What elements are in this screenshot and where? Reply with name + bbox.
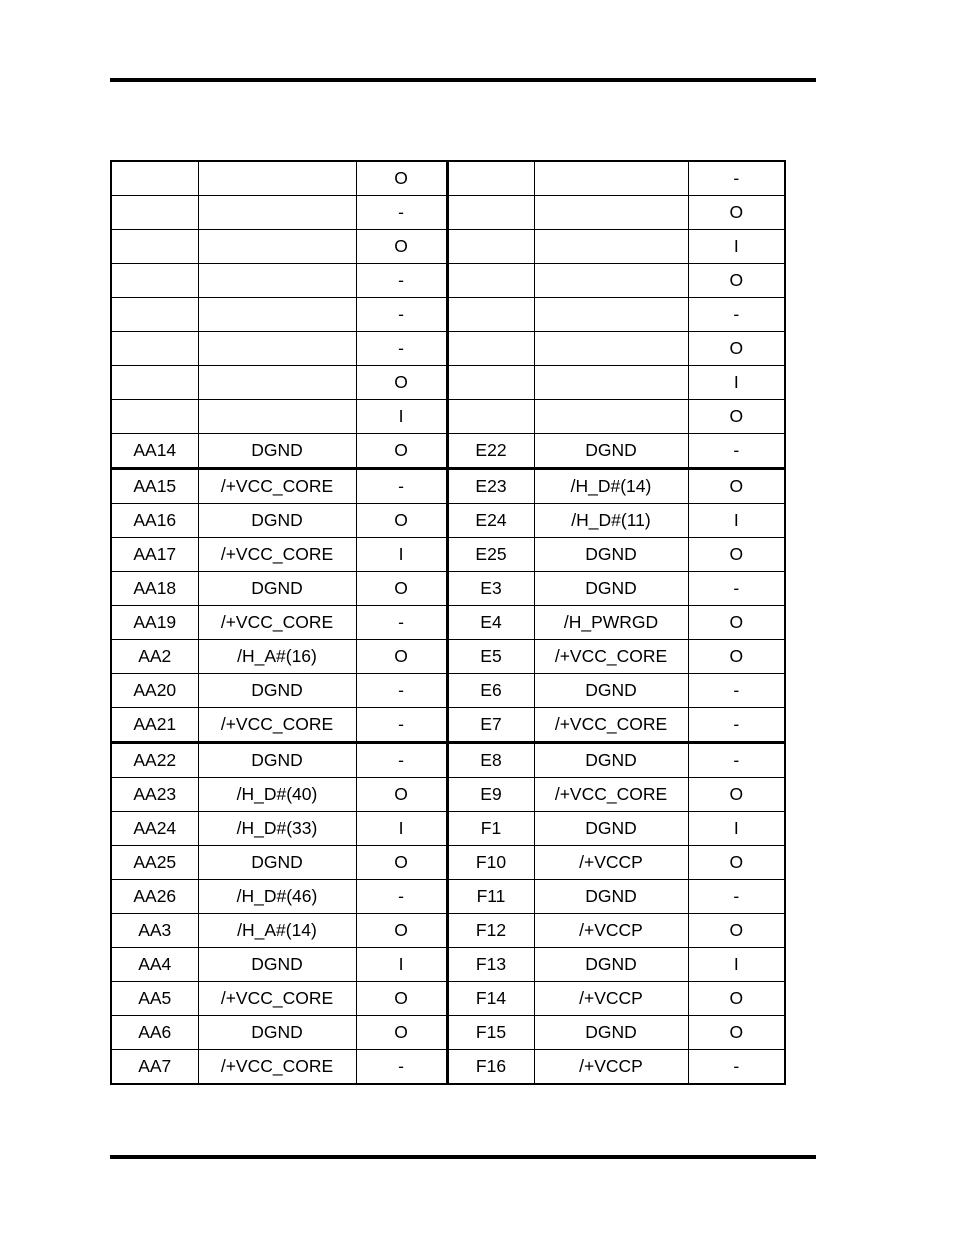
cell-io-direction: - <box>356 264 447 298</box>
cell-io-direction: - <box>688 1050 785 1085</box>
cell-pin-number <box>111 196 198 230</box>
table-row <box>111 914 785 948</box>
cell-signal-name: DGND <box>534 743 688 778</box>
cell-pin-number <box>447 196 534 230</box>
cell-io-direction: O <box>688 469 785 504</box>
cell-signal-name <box>198 400 356 434</box>
footer-rule <box>110 1155 816 1159</box>
cell-io-direction: O <box>688 332 785 366</box>
cell-io-direction: I <box>356 948 447 982</box>
cell-io-direction: - <box>688 572 785 606</box>
cell-signal-name: /H_A#(14) <box>198 914 356 948</box>
cell-pin-number <box>111 298 198 332</box>
cell-signal-name: /H_D#(11) <box>534 504 688 538</box>
table-row <box>111 264 785 298</box>
table-row <box>111 538 785 572</box>
cell-io-direction: - <box>688 743 785 778</box>
pin-table-body <box>111 161 785 1084</box>
cell-pin-number: E23 <box>447 469 534 504</box>
cell-pin-number <box>111 264 198 298</box>
cell-signal-name <box>198 161 356 196</box>
cell-pin-number: F13 <box>447 948 534 982</box>
cell-pin-number: AA19 <box>111 606 198 640</box>
cell-pin-number: AA14 <box>111 434 198 469</box>
cell-signal-name: DGND <box>198 948 356 982</box>
cell-pin-number: F14 <box>447 982 534 1016</box>
pin-table <box>110 160 786 1085</box>
header-rule <box>110 78 816 82</box>
cell-pin-number: AA7 <box>111 1050 198 1085</box>
cell-pin-number: AA25 <box>111 846 198 880</box>
cell-signal-name <box>534 196 688 230</box>
cell-io-direction: - <box>356 880 447 914</box>
cell-io-direction: O <box>688 846 785 880</box>
cell-pin-number: E25 <box>447 538 534 572</box>
table-row <box>111 606 785 640</box>
cell-signal-name <box>534 161 688 196</box>
cell-signal-name: DGND <box>534 1016 688 1050</box>
cell-pin-number: AA23 <box>111 778 198 812</box>
cell-pin-number: AA21 <box>111 708 198 743</box>
cell-io-direction: - <box>356 743 447 778</box>
cell-io-direction: O <box>356 434 447 469</box>
cell-io-direction: - <box>356 708 447 743</box>
cell-signal-name: DGND <box>534 538 688 572</box>
table-row <box>111 743 785 778</box>
cell-signal-name <box>534 366 688 400</box>
table-row <box>111 230 785 264</box>
cell-pin-number: E24 <box>447 504 534 538</box>
cell-pin-number <box>111 400 198 434</box>
cell-pin-number: E3 <box>447 572 534 606</box>
cell-io-direction: O <box>356 504 447 538</box>
cell-signal-name <box>534 400 688 434</box>
cell-pin-number: F1 <box>447 812 534 846</box>
cell-signal-name <box>198 366 356 400</box>
cell-pin-number <box>111 161 198 196</box>
cell-io-direction: I <box>688 504 785 538</box>
cell-io-direction: O <box>688 538 785 572</box>
cell-pin-number: AA16 <box>111 504 198 538</box>
table-row <box>111 948 785 982</box>
cell-io-direction: O <box>688 982 785 1016</box>
cell-signal-name: /+VCC_CORE <box>198 1050 356 1085</box>
cell-signal-name: DGND <box>534 572 688 606</box>
cell-signal-name: DGND <box>198 1016 356 1050</box>
cell-pin-number: AA24 <box>111 812 198 846</box>
cell-io-direction: - <box>356 1050 447 1085</box>
cell-pin-number: AA20 <box>111 674 198 708</box>
cell-signal-name: /H_A#(16) <box>198 640 356 674</box>
cell-signal-name: /+VCCP <box>534 1050 688 1085</box>
cell-io-direction: - <box>356 606 447 640</box>
cell-pin-number <box>447 230 534 264</box>
cell-io-direction: O <box>688 196 785 230</box>
cell-pin-number <box>447 264 534 298</box>
table-row <box>111 812 785 846</box>
cell-signal-name: /+VCCP <box>534 914 688 948</box>
table-row <box>111 846 785 880</box>
cell-pin-number: F15 <box>447 1016 534 1050</box>
cell-io-direction: - <box>688 298 785 332</box>
cell-signal-name: /H_D#(40) <box>198 778 356 812</box>
cell-signal-name: DGND <box>534 880 688 914</box>
cell-signal-name: DGND <box>534 948 688 982</box>
cell-io-direction: - <box>356 674 447 708</box>
table-row <box>111 708 785 743</box>
cell-io-direction: O <box>356 846 447 880</box>
table-row <box>111 196 785 230</box>
table-row <box>111 572 785 606</box>
cell-io-direction: O <box>688 914 785 948</box>
cell-signal-name <box>534 332 688 366</box>
cell-pin-number: E5 <box>447 640 534 674</box>
cell-signal-name: DGND <box>198 674 356 708</box>
cell-io-direction: I <box>356 812 447 846</box>
cell-pin-number: E8 <box>447 743 534 778</box>
cell-io-direction: I <box>688 948 785 982</box>
cell-signal-name: /H_PWRGD <box>534 606 688 640</box>
cell-pin-number <box>111 332 198 366</box>
cell-signal-name: DGND <box>198 504 356 538</box>
cell-signal-name: /+VCC_CORE <box>198 606 356 640</box>
table-row <box>111 434 785 469</box>
cell-pin-number: E22 <box>447 434 534 469</box>
cell-signal-name <box>534 264 688 298</box>
cell-io-direction: O <box>688 606 785 640</box>
table-row <box>111 982 785 1016</box>
cell-pin-number <box>447 298 534 332</box>
cell-io-direction: O <box>356 161 447 196</box>
cell-signal-name: DGND <box>534 812 688 846</box>
cell-signal-name <box>198 230 356 264</box>
cell-signal-name: /+VCC_CORE <box>534 778 688 812</box>
cell-pin-number: AA5 <box>111 982 198 1016</box>
cell-signal-name: DGND <box>198 572 356 606</box>
cell-pin-number: F16 <box>447 1050 534 1085</box>
cell-io-direction: - <box>356 469 447 504</box>
table-row <box>111 161 785 196</box>
cell-pin-number: AA26 <box>111 880 198 914</box>
cell-io-direction: O <box>356 230 447 264</box>
cell-signal-name: /+VCC_CORE <box>198 708 356 743</box>
cell-pin-number <box>447 332 534 366</box>
cell-io-direction: - <box>688 161 785 196</box>
table-row <box>111 880 785 914</box>
cell-pin-number: E6 <box>447 674 534 708</box>
cell-signal-name: DGND <box>198 846 356 880</box>
cell-io-direction: O <box>356 1016 447 1050</box>
cell-pin-number: F10 <box>447 846 534 880</box>
cell-io-direction: I <box>356 538 447 572</box>
cell-pin-number: AA4 <box>111 948 198 982</box>
cell-signal-name: /+VCC_CORE <box>198 538 356 572</box>
cell-signal-name: /+VCC_CORE <box>198 469 356 504</box>
cell-io-direction: - <box>688 708 785 743</box>
cell-pin-number <box>447 400 534 434</box>
cell-signal-name <box>534 230 688 264</box>
cell-io-direction: - <box>356 196 447 230</box>
cell-pin-number: E9 <box>447 778 534 812</box>
cell-pin-number <box>447 161 534 196</box>
cell-io-direction: - <box>356 298 447 332</box>
table-row <box>111 1050 785 1085</box>
cell-pin-number: AA3 <box>111 914 198 948</box>
cell-pin-number: F11 <box>447 880 534 914</box>
cell-pin-number: AA17 <box>111 538 198 572</box>
cell-io-direction: O <box>688 400 785 434</box>
table-row <box>111 469 785 504</box>
cell-io-direction: O <box>688 1016 785 1050</box>
cell-signal-name: /+VCC_CORE <box>534 708 688 743</box>
cell-io-direction: I <box>356 400 447 434</box>
cell-io-direction: - <box>356 332 447 366</box>
table-row <box>111 504 785 538</box>
cell-io-direction: - <box>688 434 785 469</box>
table-row <box>111 366 785 400</box>
cell-signal-name: /+VCC_CORE <box>198 982 356 1016</box>
table-row <box>111 674 785 708</box>
cell-signal-name: /+VCCP <box>534 982 688 1016</box>
table-row <box>111 298 785 332</box>
table-row <box>111 1016 785 1050</box>
cell-pin-number <box>447 366 534 400</box>
cell-pin-number: AA22 <box>111 743 198 778</box>
cell-io-direction: - <box>688 880 785 914</box>
cell-pin-number: E7 <box>447 708 534 743</box>
cell-io-direction: O <box>356 982 447 1016</box>
cell-signal-name: DGND <box>534 674 688 708</box>
cell-signal-name: /+VCC_CORE <box>534 640 688 674</box>
cell-io-direction: O <box>688 264 785 298</box>
cell-signal-name: /H_D#(33) <box>198 812 356 846</box>
table-row <box>111 640 785 674</box>
table-row <box>111 778 785 812</box>
cell-signal-name <box>198 264 356 298</box>
cell-signal-name: /H_D#(14) <box>534 469 688 504</box>
cell-io-direction: - <box>688 674 785 708</box>
cell-io-direction: O <box>356 778 447 812</box>
cell-signal-name <box>534 298 688 332</box>
cell-signal-name: /+VCCP <box>534 846 688 880</box>
table-row <box>111 332 785 366</box>
cell-io-direction: I <box>688 812 785 846</box>
cell-io-direction: O <box>688 778 785 812</box>
cell-pin-number: AA2 <box>111 640 198 674</box>
cell-io-direction: O <box>356 366 447 400</box>
cell-io-direction: I <box>688 230 785 264</box>
cell-signal-name <box>198 298 356 332</box>
cell-io-direction: I <box>688 366 785 400</box>
cell-io-direction: O <box>356 572 447 606</box>
cell-signal-name <box>198 196 356 230</box>
cell-signal-name <box>198 332 356 366</box>
cell-pin-number: AA15 <box>111 469 198 504</box>
cell-io-direction: O <box>688 640 785 674</box>
cell-pin-number <box>111 230 198 264</box>
cell-pin-number <box>111 366 198 400</box>
cell-io-direction: O <box>356 640 447 674</box>
table-row <box>111 400 785 434</box>
cell-pin-number: F12 <box>447 914 534 948</box>
cell-signal-name: DGND <box>198 434 356 469</box>
cell-io-direction: O <box>356 914 447 948</box>
cell-signal-name: DGND <box>198 743 356 778</box>
cell-pin-number: E4 <box>447 606 534 640</box>
cell-pin-number: AA6 <box>111 1016 198 1050</box>
cell-signal-name: DGND <box>534 434 688 469</box>
cell-signal-name: /H_D#(46) <box>198 880 356 914</box>
cell-pin-number: AA18 <box>111 572 198 606</box>
